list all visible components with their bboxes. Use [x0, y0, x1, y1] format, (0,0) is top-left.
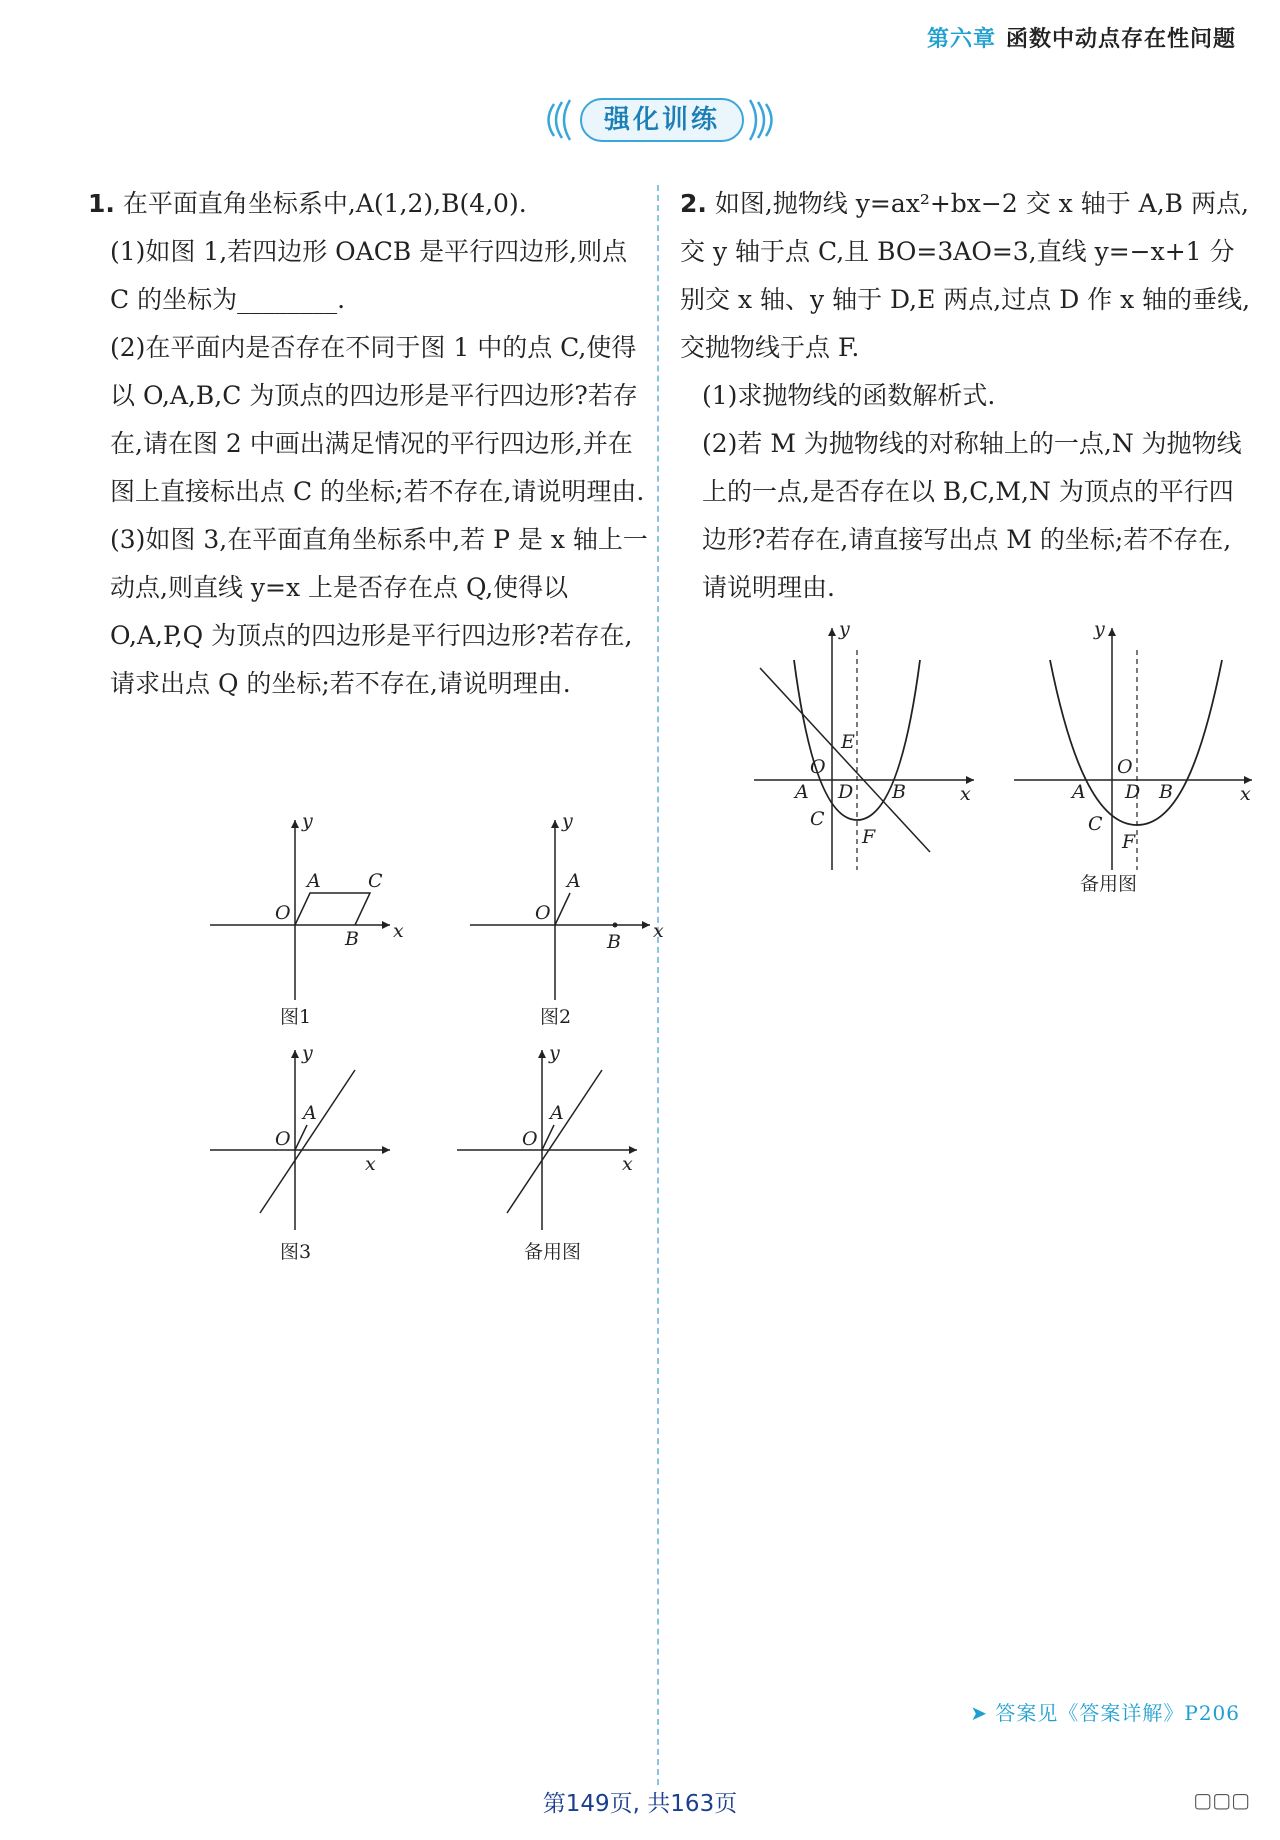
question-stem: 如图,抛物线 y=ax²+bx−2 交 x 轴于 A,B 两点,交 y 轴于点 C,且 BO=3AO=3,直线 y=−x+1 分别交 x 轴、y 轴于 D,E 两点,过点 D 作 x 轴的垂线,交抛物线于点 F.: [680, 189, 1251, 362]
svg-text:x: x: [1240, 783, 1251, 805]
svg-text:y: y: [1094, 620, 1105, 640]
svg-text:B: B: [607, 931, 621, 953]
chapter-header: [927, 22, 1236, 53]
chapter-title: 函数中动点存在性问题: [1005, 27, 1236, 52]
svg-text:C: C: [368, 870, 383, 892]
answer-reference: [970, 1697, 1240, 1726]
svg-text:B: B: [345, 928, 359, 950]
svg-text:x: x: [960, 783, 971, 805]
svg-text:x: x: [365, 1153, 376, 1175]
figure-2: [465, 815, 675, 1030]
figure-parabola: [752, 620, 982, 880]
svg-text:y: y: [562, 815, 573, 832]
svg-text:y: y: [302, 815, 313, 832]
svg-text:O: O: [1117, 756, 1133, 778]
svg-text:x: x: [393, 920, 404, 942]
question-2: [680, 180, 1255, 612]
section-title-badge: [540, 94, 780, 146]
question-part-3: (3)如图 3,在平面直角坐标系中,若 P 是 x 轴上一动点,则直线 y=x 上是否存在点 Q,使得以 O,A,P,Q 为顶点的四边形是平行四边形?若存在,请求出点 Q 的坐标;若不存在,请说明理由.: [110, 525, 648, 698]
svg-text:y: y: [839, 620, 850, 640]
svg-text:O: O: [275, 1128, 291, 1150]
figure-parabola-spare: [1012, 620, 1262, 900]
svg-text:E: E: [841, 731, 855, 753]
svg-text:B: B: [1159, 781, 1173, 803]
figure-2-caption: 图2: [540, 1006, 572, 1028]
svg-text:A: A: [307, 870, 321, 892]
chevron-right-icon: ➤: [970, 1701, 988, 1725]
figure-3-caption: 图3: [280, 1241, 312, 1263]
answer-reference-text: 答案见《答案详解》P206: [995, 1701, 1240, 1725]
question-part-2: (2)在平面内是否存在不同于图 1 中的点 C,使得以 O,A,B,C 为顶点的四边形是平行四边形?若存在,请在图 2 中画出满足情况的平行四边形,并在图上直接标出点 C 的坐标;若不存在,请说明理由.: [110, 333, 645, 506]
chapter-number: 第六章: [926, 27, 996, 52]
svg-text:x: x: [622, 1153, 633, 1175]
svg-text:C: C: [810, 808, 825, 830]
svg-text:y: y: [549, 1045, 560, 1064]
svg-text:C: C: [1088, 813, 1103, 835]
section-title: 强化训练: [580, 98, 744, 142]
watermark-icon: ▢▢▢: [1193, 1788, 1250, 1812]
page-indicator: 第149页, 共163页: [542, 1791, 738, 1817]
svg-text:D: D: [1125, 781, 1141, 803]
question-part-1: (1)求抛物线的函数解析式.: [702, 381, 996, 410]
question-number: 2.: [680, 189, 707, 218]
svg-text:F: F: [1122, 831, 1136, 853]
svg-text:B: B: [892, 781, 906, 803]
question-number: 1.: [88, 189, 115, 218]
figure-1: [205, 815, 415, 1030]
svg-text:y: y: [302, 1045, 313, 1064]
spare-figure-caption: 备用图: [1080, 873, 1138, 895]
question-part-1: (1)如图 1,若四边形 OACB 是平行四边形,则点 C 的坐标为________.: [110, 237, 628, 314]
svg-text:A: A: [550, 1102, 564, 1124]
question-1: [88, 180, 648, 708]
svg-text:A: A: [795, 781, 809, 803]
question-stem: 在平面直角坐标系中,A(1,2),B(4,0).: [122, 189, 527, 218]
figure-3: [205, 1045, 415, 1265]
figure-spare-1: [452, 1045, 662, 1265]
svg-text:O: O: [522, 1128, 538, 1150]
svg-text:D: D: [838, 781, 854, 803]
svg-text:A: A: [303, 1102, 317, 1124]
spare-figure-caption: 备用图: [524, 1241, 582, 1263]
svg-text:x: x: [653, 920, 664, 942]
figure-1-caption: 图1: [280, 1006, 312, 1028]
svg-text:F: F: [862, 826, 876, 848]
svg-text:A: A: [1072, 781, 1086, 803]
svg-text:O: O: [275, 902, 291, 924]
question-part-2: (2)若 M 为抛物线的对称轴上的一点,N 为抛物线上的一点,是否存在以 B,C,M,N 为顶点的平行四边形?若存在,请直接写出点 M 的坐标;若不存在,请说明理由.: [702, 429, 1242, 602]
svg-text:A: A: [567, 870, 581, 892]
svg-text:O: O: [810, 756, 826, 778]
svg-text:O: O: [535, 902, 551, 924]
